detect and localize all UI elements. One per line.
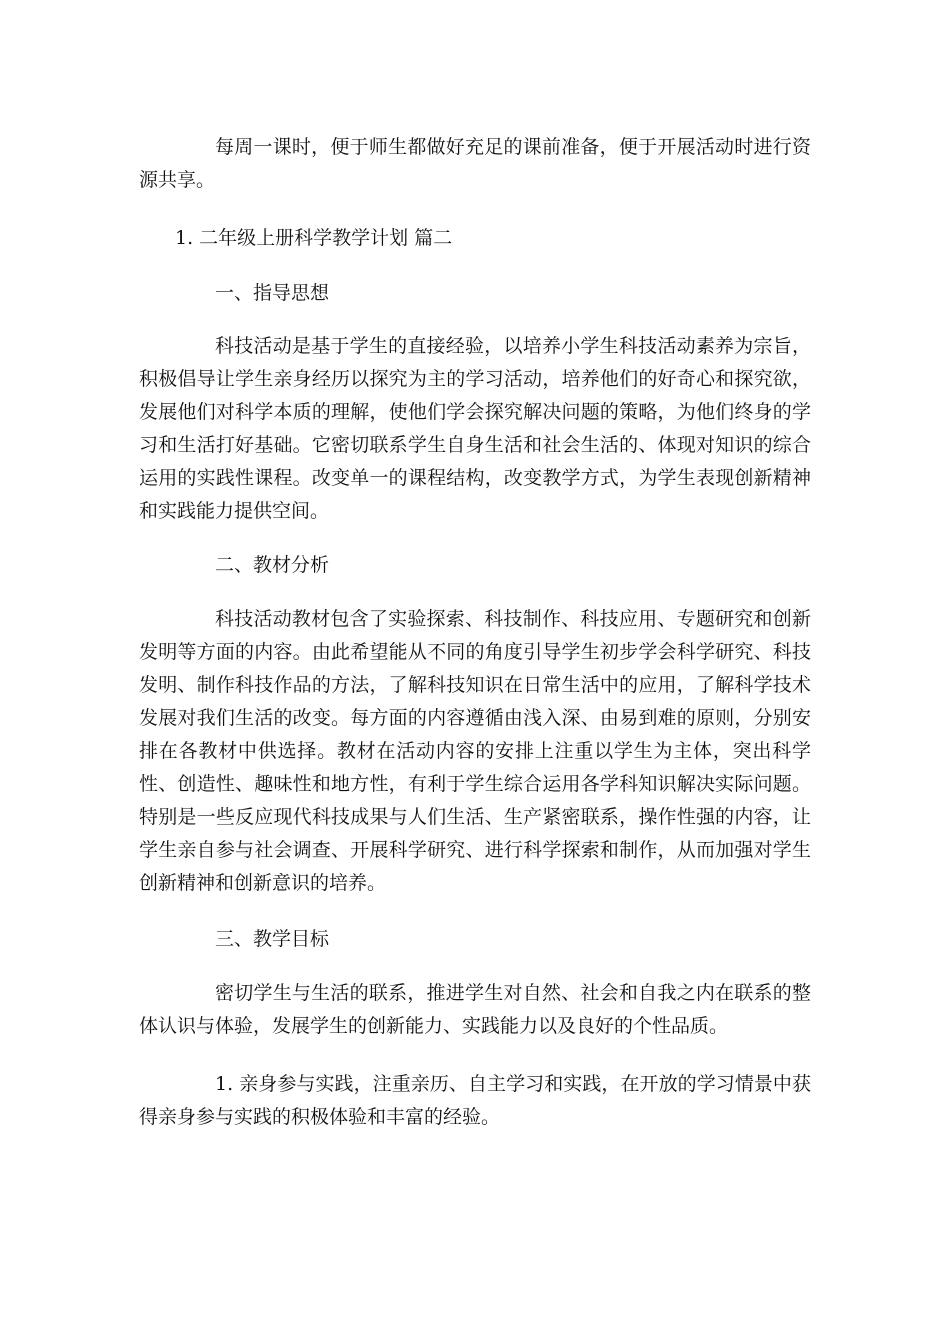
textbook-analysis-paragraph: 科技活动教材包含了实验探索、科技制作、科技应用、专题研究和创新发明等方面的内容。由此希望能从不同的角度引导学生初步学会科学研究、科技发明、制作科技作品的方法，了解科技知识在日常生活中的应用，了解科学技术发展对我们生活的改变。每方面的内容遵循由浅入深、由易到难的原则，分别安排在各教材中供选择。教材在活动内容的安排上注重以学生为主体，突出科学性、创造性、趣味性和地方性，有利于学生综合运用各学科知识解决实际问题。特别是一些反应现代科技成果与人们生活、生产紧密联系，操作性强的内容，让学生亲自参与社会调查、开展科学研究、进行科学探索和制作，从而加强对学生创新精神和创新意识的培养。 [139,608,811,894]
section-heading-guiding-ideology: 一、指导思想 [215,282,330,304]
plan-title: 1. 二年级上册科学教学计划 篇二 [175,227,453,249]
intro-paragraph: 每周一课时，便于师生都做好充足的课前准备，便于开展活动时进行资源共享。 [139,136,811,191]
goal-item-1: 1. 亲身参与实践，注重亲历、自主学习和实践，在开放的学习情景中获得亲身参与实践的积极体验和丰富的经验。 [139,1073,811,1128]
section-heading-textbook-analysis: 二、教材分析 [215,554,330,576]
guiding-ideology-paragraph: 科技活动是基于学生的直接经验，以培养小学生科技活动素养为宗旨，积极倡导让学生亲身经历以探究为主的学习活动，培养他们的好奇心和探究欲，发展他们对科学本质的理解，使他们学会探究解决问题的策略，为他们终身的学习和生活打好基础。它密切联系学生自身生活和社会生活的、体现对知识的综合运用的实践性课程。改变单一的课程结构，改变教学方式，为学生表现创新精神和实践能力提供空间。 [139,335,811,522]
section-heading-teaching-goals: 三、教学目标 [215,928,330,950]
teaching-goals-paragraph: 密切学生与生活的联系，推进学生对自然、社会和自我之内在联系的整体认识与体验，发展学生的创新能力、实践能力以及良好的个性品质。 [139,982,811,1037]
